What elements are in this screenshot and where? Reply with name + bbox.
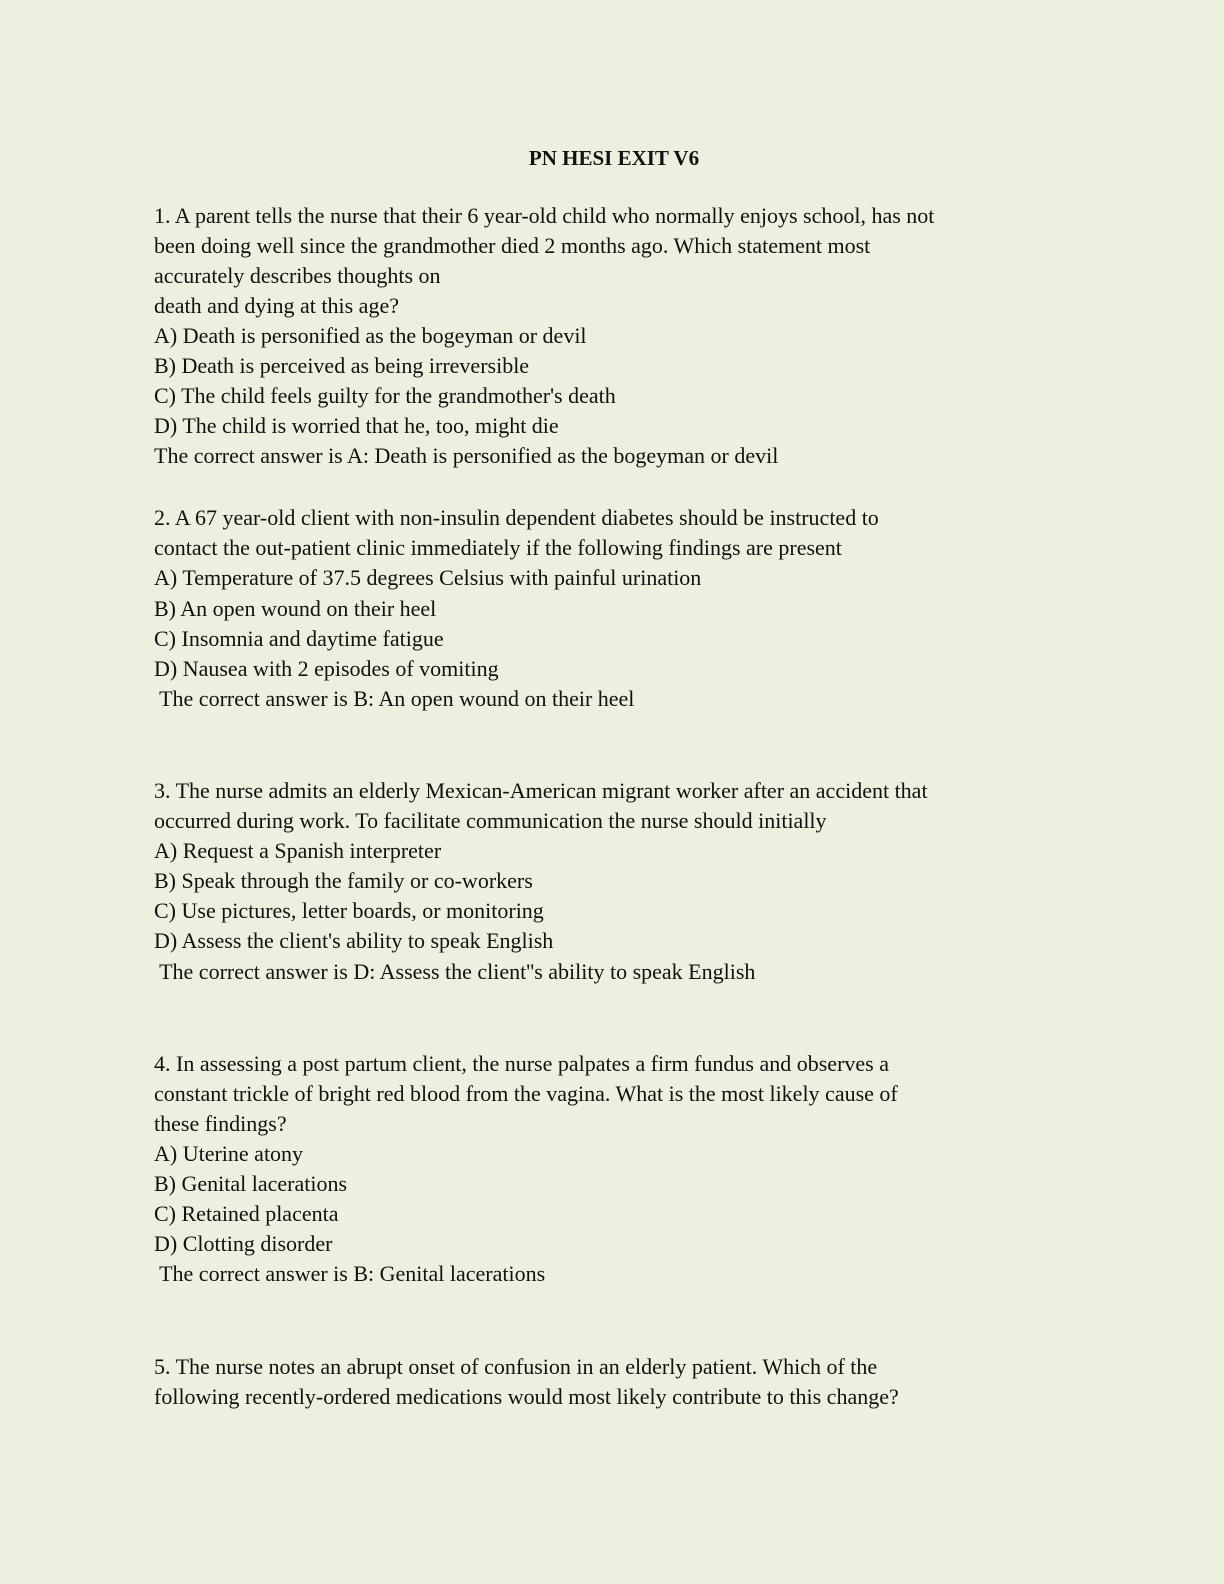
question-4-stem-line: 4. In assessing a post partum client, the nurse palpates a firm fundus and observes a bbox=[154, 1051, 889, 1076]
question-4-answer: The correct answer is B: Genital lacerations bbox=[154, 1261, 546, 1286]
question-2-option-b: B) An open wound on their heel bbox=[154, 596, 437, 621]
question-1-option-a: A) Death is personified as the bogeyman or devil bbox=[154, 323, 587, 348]
question-2-stem-line: contact the out-patient clinic immediately if the following findings are present bbox=[154, 535, 842, 560]
document-page bbox=[154, 0, 1074, 1584]
question-5-stem-line: following recently-ordered medications would most likely contribute to this change? bbox=[154, 1384, 899, 1409]
question-4-stem-line: constant trickle of bright red blood from the vagina. What is the most likely cause of bbox=[154, 1081, 898, 1106]
question-3-stem-line: occurred during work. To facilitate communication the nurse should initially bbox=[154, 808, 827, 833]
question-1-option-c: C) The child feels guilty for the grandmother's death bbox=[154, 383, 616, 408]
question-4-option-d: D) Clotting disorder bbox=[154, 1231, 333, 1256]
question-3-stem-line: 3. The nurse admits an elderly Mexican-American migrant worker after an accident that bbox=[154, 778, 928, 803]
question-4-option-c: C) Retained placenta bbox=[154, 1201, 339, 1226]
question-3-answer: The correct answer is D: Assess the client''s ability to speak English bbox=[154, 959, 756, 984]
question-1-stem-line: death and dying at this age? bbox=[154, 293, 399, 318]
question-4-option-a: A) Uterine atony bbox=[154, 1141, 304, 1166]
question-1-option-b: B) Death is perceived as being irreversible bbox=[154, 353, 530, 378]
question-3-option-d: D) Assess the client's ability to speak English bbox=[154, 928, 554, 953]
question-1-stem-line: accurately describes thoughts on bbox=[154, 263, 441, 288]
question-3-option-a: A) Request a Spanish interpreter bbox=[154, 838, 442, 863]
question-1-option-d: D) The child is worried that he, too, might die bbox=[154, 413, 559, 438]
question-2-option-c: C) Insomnia and daytime fatigue bbox=[154, 626, 444, 651]
question-2-option-a: A) Temperature of 37.5 degrees Celsius with painful urination bbox=[154, 565, 702, 590]
question-1-stem-line: 1. A parent tells the nurse that their 6 year-old child who normally enjoys school, has not bbox=[154, 203, 935, 228]
question-3-option-b: B) Speak through the family or co-workers bbox=[154, 868, 533, 893]
question-1-answer: The correct answer is A: Death is personified as the bogeyman or devil bbox=[154, 443, 779, 468]
document-title: PN HESI EXIT V6 bbox=[528, 146, 700, 170]
question-1-stem-line: been doing well since the grandmother died 2 months ago. Which statement most bbox=[154, 233, 871, 258]
question-2-option-d: D) Nausea with 2 episodes of vomiting bbox=[154, 656, 499, 681]
question-2-answer: The correct answer is B: An open wound on their heel bbox=[154, 686, 635, 711]
question-2-stem-line: 2. A 67 year-old client with non-insulin dependent diabetes should be instructed to bbox=[154, 505, 879, 530]
question-4-option-b: B) Genital lacerations bbox=[154, 1171, 348, 1196]
question-5-stem-line: 5. The nurse notes an abrupt onset of confusion in an elderly patient. Which of the bbox=[154, 1354, 878, 1379]
question-3-option-c: C) Use pictures, letter boards, or monitoring bbox=[154, 898, 544, 923]
question-4-stem-line: these findings? bbox=[154, 1111, 287, 1136]
